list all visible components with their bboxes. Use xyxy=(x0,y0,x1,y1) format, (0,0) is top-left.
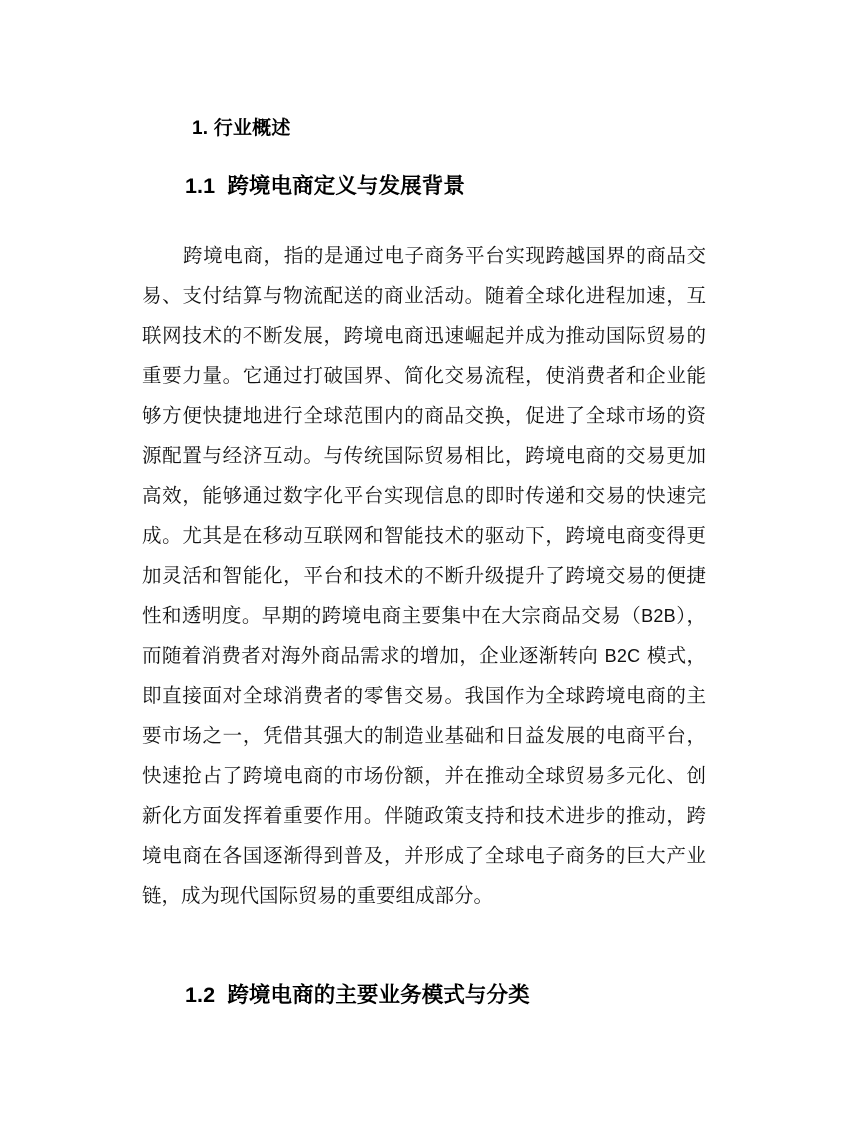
section-heading-1-2: 1.2 跨境电商的主要业务模式与分类 xyxy=(185,983,530,1007)
acronym-b2b: B2B xyxy=(641,606,676,626)
chapter-heading-industry-overview: 1. 行业概述 xyxy=(192,118,291,139)
paragraph-text-part-3: 模式，即直接面对全球消费者的零售交易。我国作为全球跨境电商的主要市场之一，凭借其强大的制造业基础和日益发展的电商平台，快速抢占了跨境电商的市场份额，并在推动全球贸易多元化、创新化方面发挥着重要作用。伴随政策支持和技术进步的推动，跨境电商在各国逐渐得到普及，并形成了全球电子商务的巨大产业链，成为现代国际贸易的重要组成部分。 xyxy=(142,644,706,907)
paragraph-cross-border-ecommerce-definition xyxy=(142,236,706,916)
paragraph-text-part-2: ），而随着消费者对海外商品需求的增加，企业逐渐转向 xyxy=(142,604,706,667)
section-heading-1-1: 1.1 跨境电商定义与发展背景 xyxy=(185,174,465,198)
acronym-b2c: B2C xyxy=(604,646,641,666)
paragraph-text-part-1: 跨境电商，指的是通过电子商务平台实现跨越国界的商品交易、支付结算与物流配送的商业活动。随着全球化进程加速，互联网技术的不断发展，跨境电商迅速崛起并成为推动国际贸易的重要力量。它通过打破国界、简化交易流程，使消费者和企业能够方便快捷地进行全球范围内的商品交换，促进了全球市场的资源配置与经济互动。与传统国际贸易相比，跨境电商的交易更加高效，能够通过数字化平台实现信息的即时传递和交易的快速完成。尤其是在移动互联网和智能技术的驱动下，跨境电商变得更加灵活和智能化，平台和技术的不断升级提升了跨境交易的便捷性和透明度。早期的跨境电商主要集中在大宗商品交易（ xyxy=(142,244,706,627)
